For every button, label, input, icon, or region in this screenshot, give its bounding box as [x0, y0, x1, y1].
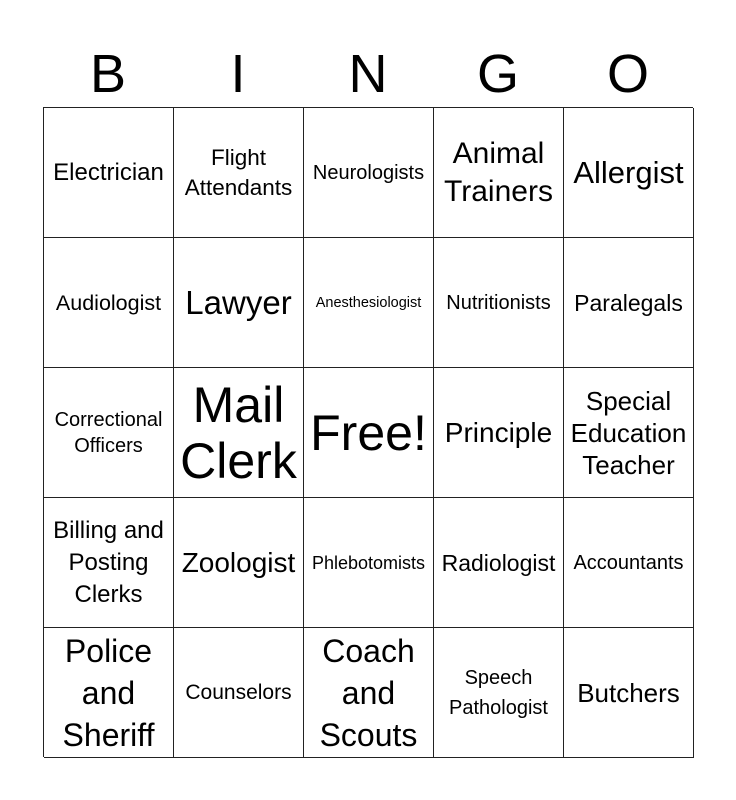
cell-label: Neurologists	[312, 161, 425, 184]
bingo-cell[interactable]	[564, 368, 694, 498]
cell-label: Police and Sheriff	[62, 632, 155, 753]
bingo-cell[interactable]	[304, 628, 434, 758]
bingo-cell[interactable]	[174, 368, 304, 498]
cell-label: Speech Pathologist	[449, 666, 548, 719]
cell-label: Butchers	[577, 677, 680, 708]
free-space-cell[interactable]	[304, 368, 434, 498]
cell-label: Radiologist	[441, 549, 556, 576]
cell-label: Special Education Teacher	[570, 385, 687, 480]
header-letter-g: G	[476, 44, 519, 104]
bingo-cell[interactable]	[564, 238, 694, 368]
cell-label: Free!	[310, 404, 427, 461]
cell-label: Paralegals	[574, 289, 683, 316]
bingo-cell[interactable]	[564, 108, 694, 238]
bingo-cell[interactable]	[434, 108, 564, 238]
cell-label: Zoologist	[181, 546, 296, 578]
cell-label: Billing and Posting Clerks	[53, 516, 164, 608]
header-letter-i: I	[230, 44, 246, 104]
bingo-cell[interactable]	[434, 238, 564, 368]
cell-label: Flight Attendants	[184, 144, 293, 200]
cell-label: Principle	[444, 416, 553, 448]
bingo-cell[interactable]	[44, 238, 174, 368]
bingo-cell[interactable]	[174, 108, 304, 238]
cell-label: Electrician	[53, 158, 164, 186]
cell-label: Allergist	[573, 154, 684, 190]
bingo-header	[43, 40, 693, 108]
cell-label: Coach and Scouts	[319, 632, 418, 753]
bingo-cell[interactable]	[44, 108, 174, 238]
bingo-cell[interactable]	[564, 498, 694, 628]
cell-label: Nutritionists	[446, 291, 551, 314]
bingo-cell[interactable]	[44, 368, 174, 498]
header-letter-b: B	[89, 44, 127, 104]
bingo-cell[interactable]	[434, 628, 564, 758]
header-letter-o: O	[606, 44, 649, 104]
cell-label: Accountants	[573, 551, 684, 574]
header-letter-n: N	[348, 44, 388, 104]
cell-label: Phlebotomists	[311, 552, 426, 573]
bingo-cell[interactable]	[564, 628, 694, 758]
bingo-cell[interactable]	[434, 368, 564, 498]
cell-label: Anesthesiologist	[315, 294, 422, 311]
cell-label: Mail Clerk	[180, 376, 297, 489]
cell-label: Counselors	[185, 680, 292, 704]
bingo-cell[interactable]	[174, 628, 304, 758]
cell-label: Audiologist	[55, 290, 162, 315]
cell-label: Correctional Officers	[54, 408, 163, 457]
bingo-cell[interactable]	[174, 238, 304, 368]
bingo-cell[interactable]	[44, 628, 174, 758]
cell-label: Lawyer	[185, 283, 292, 321]
bingo-cell[interactable]	[174, 498, 304, 628]
bingo-cell[interactable]	[44, 498, 174, 628]
bingo-cell[interactable]	[434, 498, 564, 628]
bingo-cell[interactable]	[304, 498, 434, 628]
bingo-cell[interactable]	[304, 108, 434, 238]
bingo-cell[interactable]	[304, 238, 434, 368]
bingo-card-grid	[43, 107, 693, 757]
cell-label: Animal Trainers	[444, 136, 553, 208]
